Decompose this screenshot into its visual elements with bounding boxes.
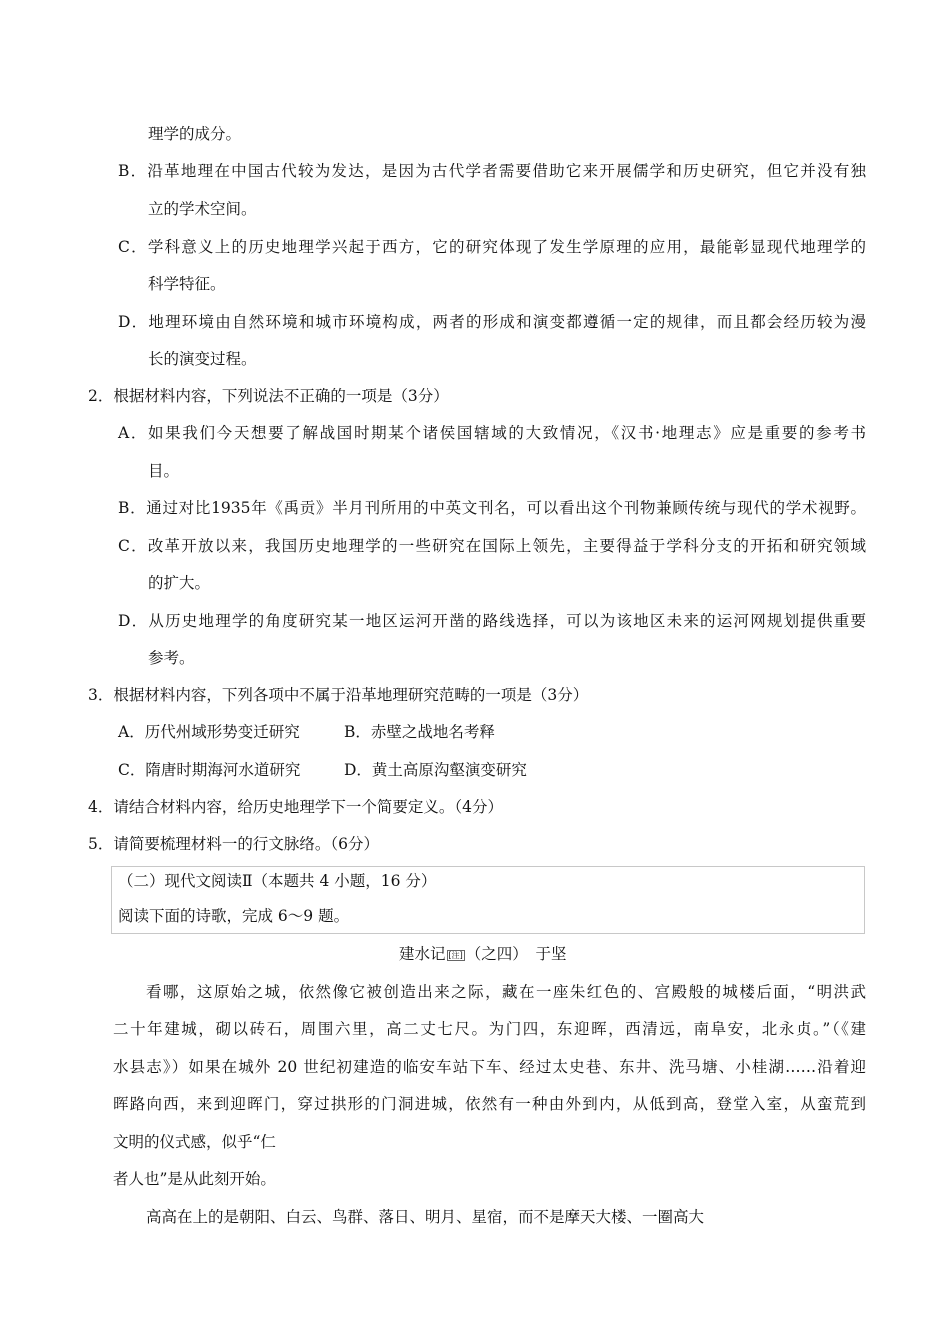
q4-stem: 4．请结合材料内容，给历史地理学下一个简要定义。（4分） <box>88 798 503 816</box>
q1-option-b-line2: 立的学术空间。 <box>148 200 257 218</box>
poem-p1-line6: 者人也”是从此刻开始。 <box>113 1170 276 1188</box>
q5-stem: 5．请简要梳理材料一的行文脉络。（6分） <box>88 835 379 853</box>
q1-option-c-line2: 科学特征。 <box>148 275 226 293</box>
q2-option-d-line1: D．从历史地理学的角度研究某一地区运河开凿的路线选择，可以为该地区未来的运河网规划提供重要 <box>118 612 866 630</box>
poem-p1-line5: 文明的仪式感，似乎“仁 <box>113 1133 276 1151</box>
q2-option-c-line1: C．改革开放以来，我国历史地理学的一些研究在国际上领先，主要得益于学科分支的开拓和研究领域 <box>118 537 866 555</box>
q2-option-a-line2: 目。 <box>148 462 180 480</box>
poem-p1-line3: 水县志》）如果在城外 20 世纪初建造的临安车站下车、经过太史巷、东井、洗马塘、小桂湖……沿着迎 <box>113 1058 866 1076</box>
poem-title <box>399 944 567 964</box>
q1-option-d-line2: 长的演变过程。 <box>148 350 257 368</box>
poem-title-rest: （之四） 于坚 <box>465 945 567 963</box>
poem-title-note: [注] <box>448 950 463 960</box>
q2-stem: 2．根据材料内容，下列说法不正确的一项是（3分） <box>88 387 449 405</box>
q1-option-d-line1: D．地理环境由自然环境和城市环境构成，两者的形成和演变都遵循一定的规律，而且都会经历较为漫 <box>118 313 866 331</box>
poem-p1-line2: 二十年建城，砌以砖石，周围六里，高二丈七尺。为门四，东迎晖，西清远，南阜安，北永贞。”（《建 <box>113 1020 866 1038</box>
q2-option-c-line2: 的扩大。 <box>148 574 211 592</box>
q3-option-b: B．赤壁之战地名考释 <box>344 723 495 741</box>
poem-p1-line1: 看哪，这原始之城，依然像它被创造出来之际，藏在一座朱红色的、宫殿般的城楼后面，“明洪武 <box>146 983 866 1001</box>
q1-option-c-line1: C．学科意义上的历史地理学兴起于西方，它的研究体现了发生学原理的应用，最能彰显现代地理学的 <box>118 238 866 256</box>
section-heading: （二）现代文阅读Ⅱ（本题共 4 小题，16 分） <box>118 872 437 890</box>
poem-title-main: 建水记 <box>399 945 446 963</box>
poem-p1-line4: 晖路向西，来到迎晖门，穿过拱形的门洞进城，依然有一种由外到内，从低到高，登堂入室，从蛮荒到 <box>113 1095 866 1113</box>
section-instruction: 阅读下面的诗歌，完成 6～9 题。 <box>118 907 350 925</box>
q3-stem: 3．根据材料内容，下列各项中不属于沿革地理研究范畴的一项是（3分） <box>88 686 589 704</box>
q1-option-a-continuation: 理学的成分。 <box>148 125 242 143</box>
q3-option-c: C．隋唐时期海河水道研究 <box>118 761 301 779</box>
q1-option-b-line1: B．沿革地理在中国古代较为发达，是因为古代学者需要借助它来开展儒学和历史研究，但它并没有独 <box>118 162 866 180</box>
poem-p2-line1: 高高在上的是朝阳、白云、鸟群、落日、明月、星宿，而不是摩天大楼、一圈高大 <box>146 1208 705 1226</box>
q3-option-a: A．历代州域形势变迁研究 <box>118 723 300 741</box>
q2-option-a-line1: A．如果我们今天想要了解战国时期某个诸侯国辖域的大致情况，《汉书·地理志》应是重要的参考书 <box>118 424 866 442</box>
q3-option-d: D．黄土高原沟壑演变研究 <box>344 761 527 779</box>
q2-option-d-line2: 参考。 <box>148 649 195 667</box>
q2-option-b-line1: B．通过对比1935年《禹贡》半月刊所用的中英文刊名，可以看出这个刊物兼顾传统与现代的学术视野。 <box>118 499 866 517</box>
